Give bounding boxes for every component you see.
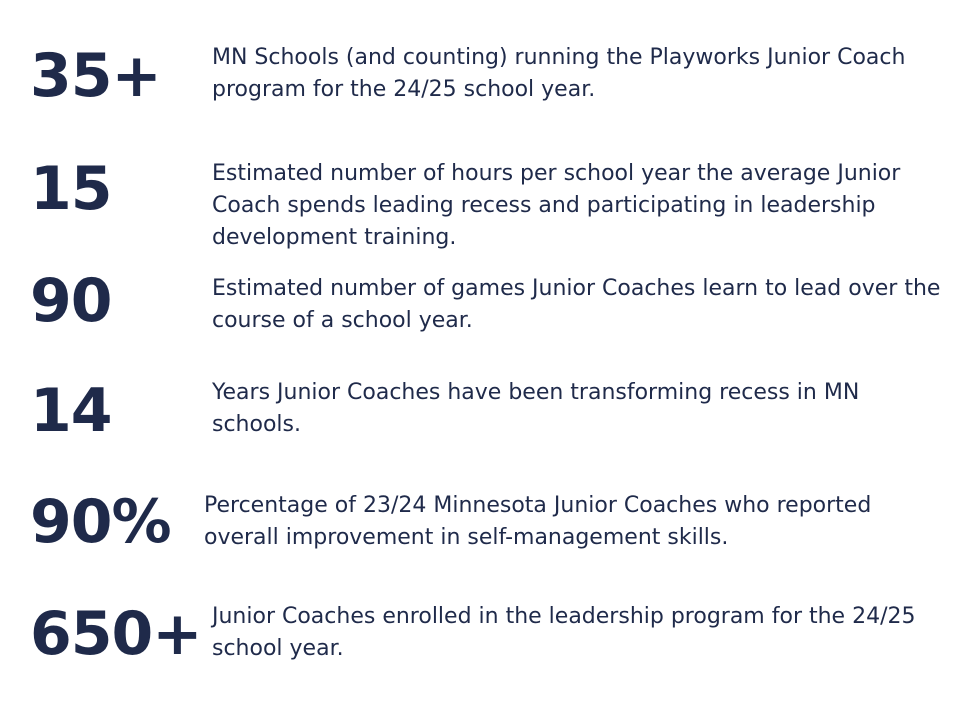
- stat-description: Estimated number of games Junior Coaches learn to lead over the course of a school year.: [212, 276, 941, 333]
- stat-description: Estimated number of hours per school year the average Junior Coach spends leading recess and participating in leadership development training.: [212, 161, 901, 250]
- stat-number: 14: [30, 376, 112, 446]
- stat-description: Junior Coaches enrolled in the leadership program for the 24/25 school year.: [212, 604, 916, 661]
- stat-number: 90: [30, 266, 112, 336]
- stat-description: MN Schools (and counting) running the Playworks Junior Coach program for the 24/25 school year.: [212, 45, 906, 102]
- stat-number: 35+: [30, 41, 161, 111]
- stat-description: Years Junior Coaches have been transforming recess in MN schools.: [212, 380, 860, 437]
- stat-number: 90%: [30, 487, 171, 557]
- stat-number: 15: [30, 154, 112, 224]
- stat-number: 650+: [30, 599, 202, 669]
- stat-description: Percentage of 23/24 Minnesota Junior Coaches who reported overall improvement in self-management skills.: [204, 493, 872, 550]
